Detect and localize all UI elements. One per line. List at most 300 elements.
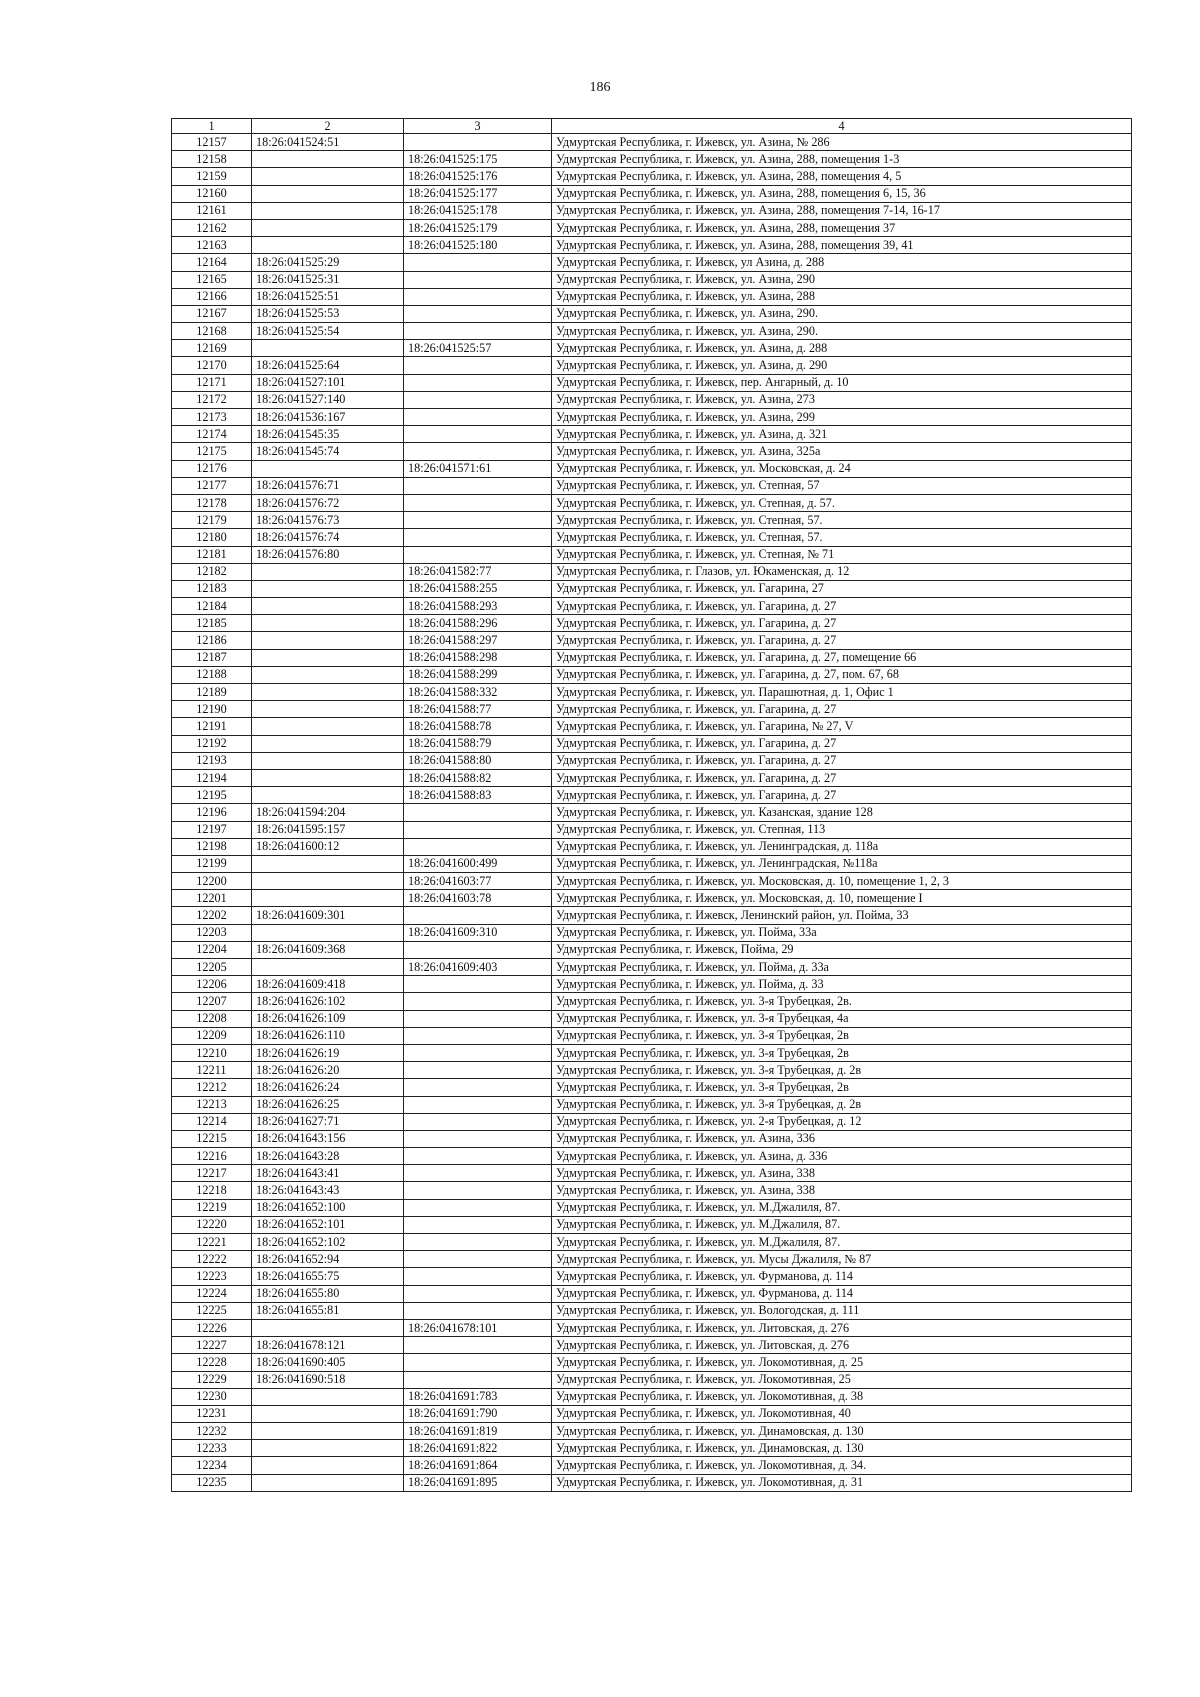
row-number-cell: 12165 [172,271,252,288]
table-row [172,1423,1132,1440]
premises-cadastral-number-cell [404,288,552,305]
address-cell: Удмуртская Республика, г. Ижевск, ул. Ленинградская, д. 118а [552,838,1132,855]
cadastral-number-cell [252,855,404,872]
table-row [172,1302,1132,1319]
premises-cadastral-number-cell: 18:26:041609:310 [404,924,552,941]
premises-cadastral-number-cell [404,1130,552,1147]
row-number-cell: 12216 [172,1148,252,1165]
row-number-cell: 12179 [172,512,252,529]
premises-cadastral-number-cell [404,1044,552,1061]
table-row [172,804,1132,821]
table-row [172,1474,1132,1491]
premises-cadastral-number-cell: 18:26:041588:297 [404,632,552,649]
row-number-cell: 12181 [172,546,252,563]
table-row [172,598,1132,615]
premises-cadastral-number-cell [404,804,552,821]
address-cell: Удмуртская Республика, г. Ижевск, ул. М.Джалиля, 87. [552,1234,1132,1251]
premises-cadastral-number-cell [404,1113,552,1130]
premises-cadastral-number-cell [404,1354,552,1371]
cadastral-number-cell [252,787,404,804]
table-row [172,254,1132,271]
table-row [172,718,1132,735]
table-row [172,477,1132,494]
row-number-cell: 12180 [172,529,252,546]
row-number-cell: 12169 [172,340,252,357]
cadastral-number-cell: 18:26:041527:101 [252,374,404,391]
cadastral-number-cell: 18:26:041525:29 [252,254,404,271]
row-number-cell: 12172 [172,391,252,408]
table-row [172,1027,1132,1044]
cadastral-number-cell: 18:26:041576:71 [252,477,404,494]
row-number-cell: 12210 [172,1044,252,1061]
cadastral-number-cell [252,666,404,683]
premises-cadastral-number-cell: 18:26:041588:298 [404,649,552,666]
address-cell: Удмуртская Республика, г. Ижевск, Пойма, 29 [552,941,1132,958]
address-cell: Удмуртская Республика, г. Ижевск, ул. Локомотивная, д. 34. [552,1457,1132,1474]
premises-cadastral-number-cell: 18:26:041588:296 [404,615,552,632]
premises-cadastral-number-cell: 18:26:041600:499 [404,855,552,872]
row-number-cell: 12231 [172,1405,252,1422]
table-row [172,1354,1132,1371]
table-row [172,769,1132,786]
address-cell: Удмуртская Республика, г. Ижевск, ул. Литовская, д. 276 [552,1319,1132,1336]
address-cell: Удмуртская Республика, г. Ижевск, ул. Гагарина, д. 27 [552,598,1132,615]
premises-cadastral-number-cell [404,1285,552,1302]
address-cell: Удмуртская Республика, г. Ижевск, ул. Гагарина, д. 27 [552,632,1132,649]
address-cell: Удмуртская Республика, г. Ижевск, ул. Гагарина, д. 27 [552,769,1132,786]
premises-cadastral-number-cell [404,976,552,993]
cadastral-number-cell [252,1457,404,1474]
address-cell: Удмуртская Республика, г. Ижевск, ул. Азина, 288, помещения 1-3 [552,151,1132,168]
premises-cadastral-number-cell: 18:26:041691:819 [404,1423,552,1440]
cadastral-number-cell: 18:26:041626:109 [252,1010,404,1027]
premises-cadastral-number-cell: 18:26:041588:83 [404,787,552,804]
premises-cadastral-number-cell [404,1079,552,1096]
address-cell: Удмуртская Республика, г. Ижевск, ул. Гагарина, д. 27, пом. 67, 68 [552,666,1132,683]
cadastral-number-cell: 18:26:041525:64 [252,357,404,374]
premises-cadastral-number-cell [404,323,552,340]
cadastral-number-cell: 18:26:041595:157 [252,821,404,838]
table-row [172,305,1132,322]
cadastral-number-cell: 18:26:041609:368 [252,941,404,958]
address-cell: Удмуртская Республика, г. Ижевск, ул. Степная, 57. [552,529,1132,546]
address-cell: Удмуртская Республика, г. Ижевск, ул. Гагарина, д. 27 [552,752,1132,769]
row-number-cell: 12200 [172,873,252,890]
cadastral-number-cell: 18:26:041652:100 [252,1199,404,1216]
table-row [172,684,1132,701]
cadastral-number-cell: 18:26:041576:74 [252,529,404,546]
address-cell: Удмуртская Республика, г. Ижевск, ул. Азина, 338 [552,1182,1132,1199]
premises-cadastral-number-cell: 18:26:041691:864 [404,1457,552,1474]
table-row [172,460,1132,477]
table-row [172,855,1132,872]
address-cell: Удмуртская Республика, г. Ижевск, ул. Степная, д. 57. [552,494,1132,511]
column-header-1: 1 [172,119,252,134]
premises-cadastral-number-cell [404,409,552,426]
address-cell: Удмуртская Республика, г. Ижевск, ул. Степная, 57 [552,477,1132,494]
premises-cadastral-number-cell: 18:26:041582:77 [404,563,552,580]
cadastral-number-cell [252,718,404,735]
row-number-cell: 12182 [172,563,252,580]
row-number-cell: 12204 [172,941,252,958]
row-number-cell: 12177 [172,477,252,494]
cadastral-number-cell: 18:26:041576:73 [252,512,404,529]
table-row [172,219,1132,236]
row-number-cell: 12158 [172,151,252,168]
table-row [172,890,1132,907]
cadastral-number-cell [252,632,404,649]
table-row [172,1388,1132,1405]
cadastral-number-cell [252,752,404,769]
premises-cadastral-number-cell: 18:26:041588:77 [404,701,552,718]
address-cell: Удмуртская Республика, г. Ижевск, ул. Азина, д. 288 [552,340,1132,357]
premises-cadastral-number-cell: 18:26:041525:178 [404,202,552,219]
row-number-cell: 12202 [172,907,252,924]
cadastral-number-cell [252,769,404,786]
address-cell: Удмуртская Республика, г. Ижевск, ул. Азина, 338 [552,1165,1132,1182]
row-number-cell: 12206 [172,976,252,993]
address-cell: Удмуртская Республика, г. Ижевск, ул. Московская, д. 10, помещение I [552,890,1132,907]
table-row [172,666,1132,683]
row-number-cell: 12217 [172,1165,252,1182]
row-number-cell: 12186 [172,632,252,649]
address-cell: Удмуртская Республика, г. Ижевск, ул. 2-я Трубецкая, д. 12 [552,1113,1132,1130]
cadastral-number-cell [252,185,404,202]
table-body [172,134,1132,1492]
table-row [172,838,1132,855]
row-number-cell: 12197 [172,821,252,838]
row-number-cell: 12214 [172,1113,252,1130]
premises-cadastral-number-cell: 18:26:041525:57 [404,340,552,357]
cadastral-number-cell [252,1474,404,1491]
row-number-cell: 12160 [172,185,252,202]
address-cell: Удмуртская Республика, г. Ижевск, ул. Московская, д. 10, помещение 1, 2, 3 [552,873,1132,890]
cadastral-number-cell: 18:26:041545:35 [252,426,404,443]
address-cell: Удмуртская Республика, г. Ижевск, ул. Азина, 299 [552,409,1132,426]
table-row [172,134,1132,151]
premises-cadastral-number-cell [404,546,552,563]
row-number-cell: 12161 [172,202,252,219]
premises-cadastral-number-cell: 18:26:041588:79 [404,735,552,752]
address-cell: Удмуртская Республика, г. Ижевск, ул. Пойма, д. 33 [552,976,1132,993]
cadastral-number-cell [252,151,404,168]
row-number-cell: 12201 [172,890,252,907]
cadastral-number-cell [252,202,404,219]
premises-cadastral-number-cell: 18:26:041525:176 [404,168,552,185]
premises-cadastral-number-cell [404,357,552,374]
row-number-cell: 12230 [172,1388,252,1405]
premises-cadastral-number-cell [404,494,552,511]
cadastral-number-cell: 18:26:041627:71 [252,1113,404,1130]
cadastral-number-cell [252,563,404,580]
premises-cadastral-number-cell [404,1268,552,1285]
header-row [172,119,1132,134]
row-number-cell: 12199 [172,855,252,872]
premises-cadastral-number-cell [404,477,552,494]
table-row [172,1440,1132,1457]
cadastral-number-cell: 18:26:041626:110 [252,1027,404,1044]
cadastral-number-cell [252,1319,404,1336]
row-number-cell: 12235 [172,1474,252,1491]
row-number-cell: 12188 [172,666,252,683]
cadastral-number-cell: 18:26:041626:24 [252,1079,404,1096]
address-cell: Удмуртская Республика, г. Ижевск, ул. Азина, 273 [552,391,1132,408]
table-row [172,185,1132,202]
table-row [172,1199,1132,1216]
row-number-cell: 12191 [172,718,252,735]
premises-cadastral-number-cell: 18:26:041691:895 [404,1474,552,1491]
cadastral-number-cell [252,1440,404,1457]
premises-cadastral-number-cell [404,443,552,460]
table-row [172,649,1132,666]
address-cell: Удмуртская Республика, г. Ижевск, ул. Азина, 290 [552,271,1132,288]
cadastral-number-cell: 18:26:041576:80 [252,546,404,563]
address-cell: Удмуртская Республика, г. Ижевск, Ленинский район, ул. Пойма, 33 [552,907,1132,924]
table-header [172,119,1132,134]
address-cell: Удмуртская Республика, г. Ижевск, ул. Азина, 325а [552,443,1132,460]
cadastral-number-cell: 18:26:041527:140 [252,391,404,408]
address-cell: Удмуртская Республика, г. Ижевск, ул. Фурманова, д. 114 [552,1285,1132,1302]
premises-cadastral-number-cell [404,821,552,838]
row-number-cell: 12221 [172,1234,252,1251]
premises-cadastral-number-cell [404,529,552,546]
table-row [172,1234,1132,1251]
cadastral-number-cell [252,168,404,185]
table-row [172,1319,1132,1336]
table-row [172,391,1132,408]
row-number-cell: 12205 [172,959,252,976]
cadastral-number-cell [252,649,404,666]
address-cell: Удмуртская Республика, г. Ижевск, ул Азина, д. 288 [552,254,1132,271]
address-cell: Удмуртская Республика, г. Ижевск, ул. Гагарина, № 27, V [552,718,1132,735]
table-row [172,563,1132,580]
premises-cadastral-number-cell: 18:26:041609:403 [404,959,552,976]
table-row [172,1371,1132,1388]
row-number-cell: 12203 [172,924,252,941]
address-cell: Удмуртская Республика, г. Ижевск, ул. 3-я Трубецкая, 4а [552,1010,1132,1027]
column-header-2: 2 [252,119,404,134]
row-number-cell: 12184 [172,598,252,615]
cadastral-number-cell: 18:26:041536:167 [252,409,404,426]
premises-cadastral-number-cell: 18:26:041588:80 [404,752,552,769]
row-number-cell: 12212 [172,1079,252,1096]
premises-cadastral-number-cell [404,838,552,855]
address-cell: Удмуртская Республика, г. Ижевск, ул. М.Джалиля, 87. [552,1216,1132,1233]
premises-cadastral-number-cell: 18:26:041588:299 [404,666,552,683]
row-number-cell: 12163 [172,237,252,254]
premises-cadastral-number-cell: 18:26:041603:77 [404,873,552,890]
table-row [172,1285,1132,1302]
address-cell: Удмуртская Республика, г. Ижевск, ул. Московская, д. 24 [552,460,1132,477]
row-number-cell: 12157 [172,134,252,151]
address-cell: Удмуртская Республика, г. Ижевск, ул. Парашютная, д. 1, Офис 1 [552,684,1132,701]
cadastral-number-cell: 18:26:041525:54 [252,323,404,340]
table-row [172,271,1132,288]
table-row [172,202,1132,219]
address-cell: Удмуртская Республика, г. Ижевск, ул. Ленинградская, №118а [552,855,1132,872]
premises-cadastral-number-cell [404,1010,552,1027]
cadastral-number-cell: 18:26:041652:101 [252,1216,404,1233]
table-row [172,357,1132,374]
row-number-cell: 12215 [172,1130,252,1147]
row-number-cell: 12168 [172,323,252,340]
cadastral-number-cell: 18:26:041525:31 [252,271,404,288]
cadastral-number-cell [252,1405,404,1422]
premises-cadastral-number-cell: 18:26:041691:790 [404,1405,552,1422]
table-row [172,1251,1132,1268]
row-number-cell: 12193 [172,752,252,769]
row-number-cell: 12228 [172,1354,252,1371]
address-cell: Удмуртская Республика, г. Ижевск, ул. Азина, д. 290 [552,357,1132,374]
premises-cadastral-number-cell [404,993,552,1010]
row-number-cell: 12224 [172,1285,252,1302]
row-number-cell: 12196 [172,804,252,821]
table-row [172,546,1132,563]
row-number-cell: 12170 [172,357,252,374]
address-cell: Удмуртская Республика, г. Ижевск, ул. Гагарина, д. 27 [552,787,1132,804]
table-row [172,873,1132,890]
address-cell: Удмуртская Республика, г. Ижевск, ул. Локомотивная, 25 [552,1371,1132,1388]
premises-cadastral-number-cell [404,271,552,288]
table-row [172,924,1132,941]
address-cell: Удмуртская Республика, г. Ижевск, ул. Пойма, 33а [552,924,1132,941]
row-number-cell: 12187 [172,649,252,666]
premises-cadastral-number-cell: 18:26:041525:179 [404,219,552,236]
cadastral-number-cell [252,340,404,357]
cadastral-number-cell [252,460,404,477]
column-header-3: 3 [404,119,552,134]
address-cell: Удмуртская Республика, г. Ижевск, ул. Локомотивная, д. 25 [552,1354,1132,1371]
table-row [172,1337,1132,1354]
row-number-cell: 12207 [172,993,252,1010]
cadastral-number-cell [252,959,404,976]
address-cell: Удмуртская Республика, г. Ижевск, ул. Азина, № 286 [552,134,1132,151]
row-number-cell: 12194 [172,769,252,786]
premises-cadastral-number-cell [404,1216,552,1233]
row-number-cell: 12166 [172,288,252,305]
table-row [172,512,1132,529]
address-cell: Удмуртская Республика, г. Ижевск, ул. Литовская, д. 276 [552,1337,1132,1354]
cadastral-number-cell [252,890,404,907]
row-number-cell: 12176 [172,460,252,477]
premises-cadastral-number-cell: 18:26:041678:101 [404,1319,552,1336]
cadastral-number-cell: 18:26:041652:102 [252,1234,404,1251]
premises-cadastral-number-cell [404,1182,552,1199]
table-row [172,1165,1132,1182]
table-row [172,821,1132,838]
row-number-cell: 12223 [172,1268,252,1285]
row-number-cell: 12178 [172,494,252,511]
premises-cadastral-number-cell [404,1234,552,1251]
cadastral-number-cell: 18:26:041643:43 [252,1182,404,1199]
cadastral-number-cell: 18:26:041690:405 [252,1354,404,1371]
address-cell: Удмуртская Республика, г. Ижевск, ул. Азина, 288, помещения 6, 15, 36 [552,185,1132,202]
premises-cadastral-number-cell [404,512,552,529]
row-number-cell: 12218 [172,1182,252,1199]
address-cell: Удмуртская Республика, г. Ижевск, ул. Степная, № 71 [552,546,1132,563]
premises-cadastral-number-cell [404,907,552,924]
premises-cadastral-number-cell [404,254,552,271]
premises-cadastral-number-cell [404,941,552,958]
row-number-cell: 12220 [172,1216,252,1233]
address-cell: Удмуртская Республика, г. Ижевск, ул. Азина, д. 336 [552,1148,1132,1165]
row-number-cell: 12173 [172,409,252,426]
address-cell: Удмуртская Республика, г. Ижевск, ул. Гагарина, д. 27 [552,701,1132,718]
address-cell: Удмуртская Республика, г. Ижевск, ул. Степная, 57. [552,512,1132,529]
premises-cadastral-number-cell [404,1371,552,1388]
address-cell: Удмуртская Республика, г. Ижевск, ул. Азина, 288, помещения 7-14, 16-17 [552,202,1132,219]
cadastral-number-cell: 18:26:041652:94 [252,1251,404,1268]
cadastral-number-cell: 18:26:041626:20 [252,1062,404,1079]
table-row [172,1044,1132,1061]
row-number-cell: 12233 [172,1440,252,1457]
table-row [172,1096,1132,1113]
cadastral-number-cell: 18:26:041600:12 [252,838,404,855]
cadastral-number-cell: 18:26:041655:75 [252,1268,404,1285]
cadastral-number-cell: 18:26:041545:74 [252,443,404,460]
address-cell: Удмуртская Республика, г. Ижевск, ул. Гагарина, д. 27 [552,615,1132,632]
premises-cadastral-number-cell: 18:26:041525:177 [404,185,552,202]
address-cell: Удмуртская Республика, г. Ижевск, ул. Гагарина, 27 [552,580,1132,597]
premises-cadastral-number-cell: 18:26:041525:175 [404,151,552,168]
cadastral-number-cell: 18:26:041524:51 [252,134,404,151]
row-number-cell: 12183 [172,580,252,597]
address-cell: Удмуртская Республика, г. Ижевск, ул. 3-я Трубецкая, 2в [552,1044,1132,1061]
premises-cadastral-number-cell: 18:26:041588:78 [404,718,552,735]
address-cell: Удмуртская Республика, г. Ижевск, ул. Пойма, д. 33а [552,959,1132,976]
row-number-cell: 12189 [172,684,252,701]
cadastral-number-cell [252,873,404,890]
row-number-cell: 12171 [172,374,252,391]
row-number-cell: 12234 [172,1457,252,1474]
table-row [172,426,1132,443]
address-cell: Удмуртская Республика, г. Ижевск, ул. Азина, 288 [552,288,1132,305]
premises-cadastral-number-cell [404,374,552,391]
table-row [172,1148,1132,1165]
address-cell: Удмуртская Республика, г. Ижевск, ул. Гагарина, д. 27 [552,735,1132,752]
cadastral-number-cell [252,1423,404,1440]
table-row [172,1010,1132,1027]
row-number-cell: 12213 [172,1096,252,1113]
premises-cadastral-number-cell: 18:26:041588:293 [404,598,552,615]
cadastral-number-cell: 18:26:041626:25 [252,1096,404,1113]
table-row [172,1216,1132,1233]
premises-cadastral-number-cell [404,1251,552,1268]
cadastral-number-cell: 18:26:041594:204 [252,804,404,821]
table-row [172,494,1132,511]
table-row [172,1457,1132,1474]
address-cell: Удмуртская Республика, г. Ижевск, ул. Вологодская, д. 111 [552,1302,1132,1319]
table-row [172,735,1132,752]
table-row [172,752,1132,769]
row-number-cell: 12208 [172,1010,252,1027]
row-number-cell: 12174 [172,426,252,443]
table-row [172,340,1132,357]
address-cell: Удмуртская Республика, г. Ижевск, ул. Мусы Джалиля, № 87 [552,1251,1132,1268]
premises-cadastral-number-cell [404,1337,552,1354]
table-row [172,959,1132,976]
cadastral-number-cell: 18:26:041678:121 [252,1337,404,1354]
address-cell: Удмуртская Республика, г. Ижевск, ул. Азина, 336 [552,1130,1132,1147]
address-cell: Удмуртская Республика, г. Ижевск, ул. Динамовская, д. 130 [552,1440,1132,1457]
cadastral-number-cell: 18:26:041655:80 [252,1285,404,1302]
address-cell: Удмуртская Республика, г. Ижевск, ул. Казанская, здание 128 [552,804,1132,821]
table-row [172,976,1132,993]
cadastral-number-cell [252,735,404,752]
premises-cadastral-number-cell: 18:26:041588:332 [404,684,552,701]
cadastral-number-cell [252,924,404,941]
premises-cadastral-number-cell: 18:26:041525:180 [404,237,552,254]
